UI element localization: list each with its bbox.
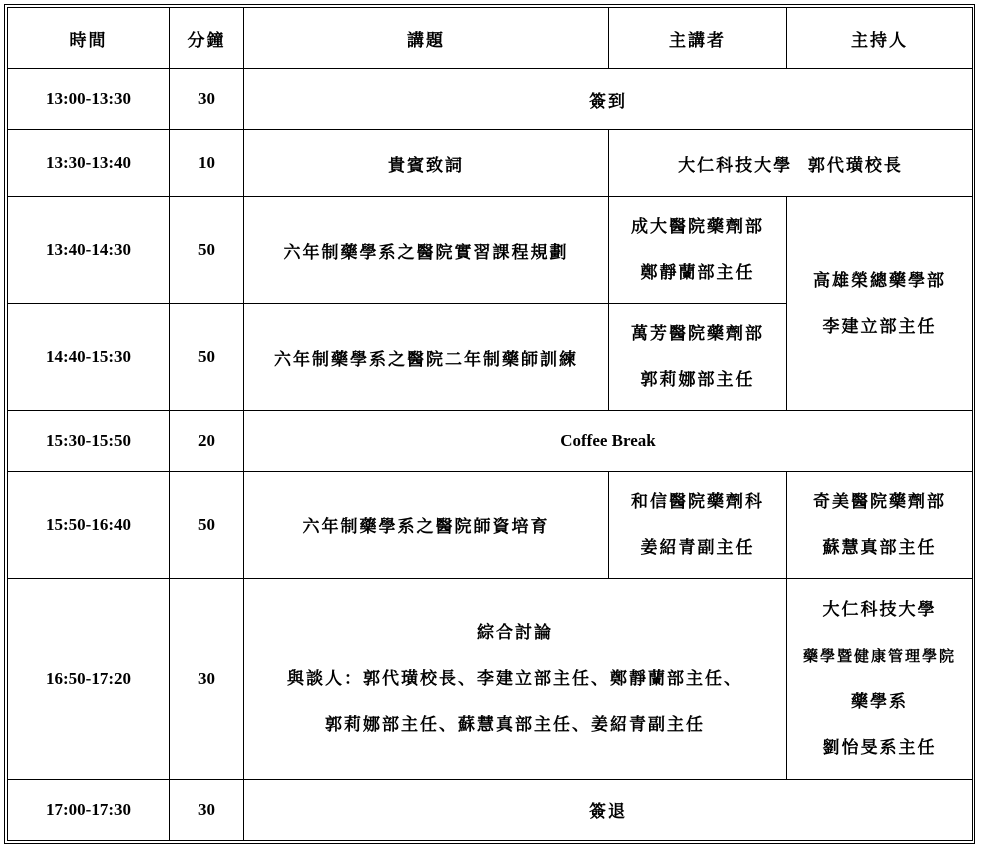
topic-cell: 簽退 [244, 779, 973, 840]
time-cell: 15:30-15:50 [8, 411, 170, 471]
host-line: 藥學暨健康管理學院 [802, 646, 956, 665]
speaker-line: 郭莉娜部主任 [640, 370, 755, 391]
time-cell: 13:40-14:30 [8, 197, 170, 304]
host-line: 奇美醫院藥劑部 [813, 491, 946, 512]
header-host: 主持人 [787, 8, 973, 69]
minutes-cell: 10 [170, 130, 244, 197]
speaker-cell [609, 471, 787, 578]
minutes-cell: 30 [170, 578, 244, 779]
minutes-cell: 50 [170, 197, 244, 304]
time-cell: 16:50-17:20 [8, 578, 170, 779]
speaker-line: 成大醫院藥劑部 [631, 217, 764, 238]
topic-line: 與談人：郭代璜校長、李建立部主任、鄭靜蘭部主任、 [287, 668, 743, 689]
minutes-cell: 50 [170, 304, 244, 411]
time-cell: 13:30-13:40 [8, 130, 170, 197]
topic-cell: 六年制藥學系之醫院二年制藥師訓練 [244, 304, 609, 411]
topic-cell: 六年制藥學系之醫院實習課程規劃 [244, 197, 609, 304]
table-row [8, 411, 973, 471]
table-row [8, 197, 973, 304]
topic-cell [244, 578, 787, 779]
host-cell [787, 578, 973, 779]
host-cell [787, 197, 973, 411]
minutes-cell: 20 [170, 411, 244, 471]
host-line: 李建立部主任 [822, 316, 937, 337]
topic-cell: 簽到 [244, 69, 973, 130]
agenda-frame [4, 4, 975, 844]
minutes-cell: 50 [170, 471, 244, 578]
header-topic: 講題 [244, 8, 609, 69]
time-cell: 14:40-15:30 [8, 304, 170, 411]
time-cell: 13:00-13:30 [8, 69, 170, 130]
host-line: 藥學系 [851, 691, 908, 712]
agenda-table [7, 7, 973, 841]
speaker-line: 萬芳醫院藥劑部 [631, 324, 764, 345]
time-cell: 17:00-17:30 [8, 779, 170, 840]
speaker-line: 和信醫院藥劑科 [631, 491, 764, 512]
host-line: 劉怡旻系主任 [822, 737, 937, 758]
host-cell [787, 471, 973, 578]
table-row [8, 69, 973, 130]
header-time: 時間 [8, 8, 170, 69]
speaker-line: 鄭靜蘭部主任 [640, 263, 755, 284]
header-minutes: 分鐘 [170, 8, 244, 69]
table-row [8, 130, 973, 197]
speaker-line: 姜紹青副主任 [640, 537, 755, 558]
table-row [8, 471, 973, 578]
table-row [8, 578, 973, 779]
topic-line: 郭莉娜部主任、蘇慧真部主任、姜紹青副主任 [325, 714, 705, 735]
topic-cell: Coffee Break [244, 411, 973, 471]
topic-cell: 六年制藥學系之醫院師資培育 [244, 471, 609, 578]
topic-cell: 貴賓致詞 [244, 130, 609, 197]
topic-line: 綜合討論 [477, 622, 553, 643]
host-line: 高雄榮總藥學部 [813, 270, 946, 291]
host-line: 大仁科技大學 [822, 599, 937, 620]
header-row [8, 8, 973, 69]
host-line: 蘇慧真部主任 [822, 537, 937, 558]
header-speaker: 主講者 [609, 8, 787, 69]
time-cell: 15:50-16:40 [8, 471, 170, 578]
minutes-cell: 30 [170, 779, 244, 840]
speaker-cell [609, 304, 787, 411]
minutes-cell: 30 [170, 69, 244, 130]
speaker-cell: 大仁科技大學 郭代璜校長 [609, 130, 973, 197]
table-row [8, 779, 973, 840]
speaker-cell [609, 197, 787, 304]
